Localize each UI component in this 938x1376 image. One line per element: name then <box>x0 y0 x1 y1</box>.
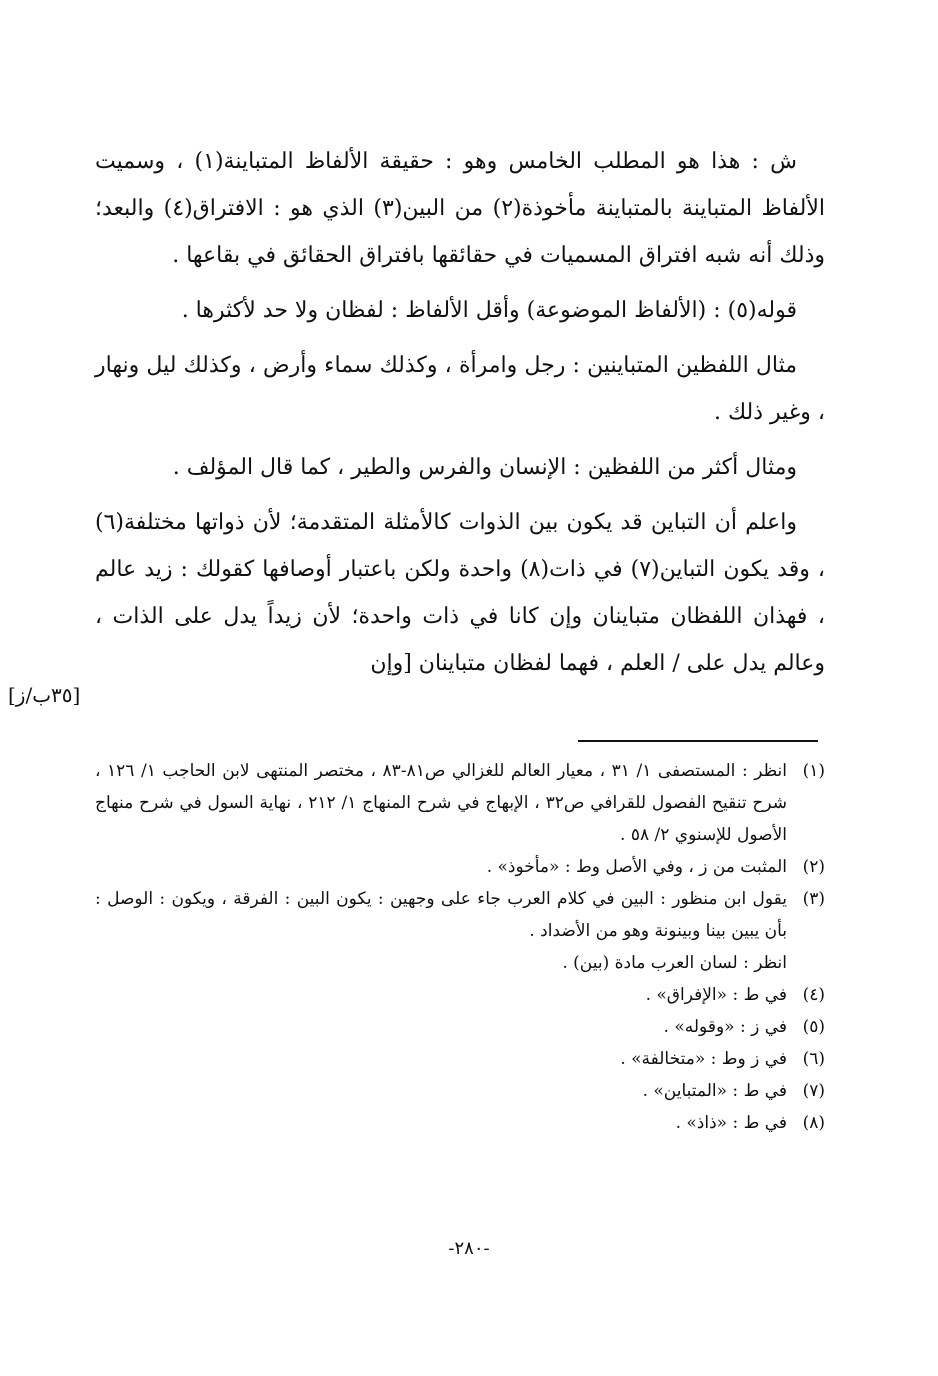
footnote <box>95 1107 825 1139</box>
paragraph-3: مثال اللفظين المتباينين : رجل وامرأة ، وكذلك سماء وأرض ، وكذلك ليل ونهار ، وغير ذلك . <box>95 353 825 425</box>
paragraph-5: واعلم أن التباين قد يكون بين الذوات كالأمثلة المتقدمة؛ لأن ذواتها مختلفة(٦) ، وقد يكون التباين(٧) في ذات(٨) واحدة ولكن باعتبار أوصافها كقولك : زيد عالم ، فهذان اللفظان متباينان وإن كانا في ذات واحدة؛ لأن زيداً يدل على الذات ، وعالم يدل على / العلم ، فهما لفظان متباينان [وإن <box>95 510 825 676</box>
footnote-number: (٤) <box>802 985 825 1005</box>
margin-note: [٣٥ب/ز] <box>8 683 81 707</box>
footnote-text: في ط : «المتباين» . <box>642 1081 787 1101</box>
footnote <box>95 755 825 851</box>
footnote-text: انظر : المستصفى ١/ ٣١ ، معيار العالم للغزالي ص٨١-٨٣ ، مختصر المنتهى لابن الحاجب ١/ ١٢٦ ، شرح تنقيح الفصول للقرافي ص٣٢ ، الإبهاج في شرح المنهاج ١/ ٢١٢ ، نهاية السول في شرح منهاج الأصول للإسنوي ٢/ ٥٨ . <box>95 761 787 845</box>
footnote-number: (٨) <box>802 1113 825 1133</box>
footnote-number: (٥) <box>802 1017 825 1037</box>
footnote <box>95 1043 825 1075</box>
footnote <box>95 883 825 947</box>
footnote <box>95 1011 825 1043</box>
footnote-text: يقول ابن منظور : البين في كلام العرب جاء على وجهين : يكون البين : الفرقة ، ويكون : الوصل : بأن يبين بينا وبينونة وهو من الأضداد . <box>95 889 787 941</box>
footnote <box>95 851 825 883</box>
main-text <box>95 138 825 695</box>
footnote-number: (٦) <box>802 1049 825 1069</box>
footnote-number: (٣) <box>802 889 825 909</box>
footnote-text: في ط : «ذاذ» . <box>675 1113 787 1133</box>
footnote-number: (٢) <box>802 857 825 877</box>
paragraph-2: قوله(٥) : (الألفاظ الموضوعة) وأقل الألفاظ : لفظان ولا حد لأكثرها . <box>181 298 797 323</box>
paragraph-4: ومثال أكثر من اللفظين : الإنسان والفرس والطير ، كما قال المؤلف . <box>172 455 797 480</box>
page-number: -٢٨٠- <box>448 1238 490 1259</box>
footnote-number <box>787 947 825 979</box>
footnote-text: في ز وط : «متخالفة» . <box>620 1049 787 1069</box>
footnote-text: انظر : لسان العرب مادة (بين) . <box>562 953 787 973</box>
paragraph-1: ش : هذا هو المطلب الخامس وهو : حقيقة الألفاظ المتباينة(١) ، وسميت الألفاظ المتباينة بالمتباينة مأخوذة(٢) من البين(٣) الذي هو : الافتراق(٤) والبعد؛ وذلك أنه شبه افتراق المسميات في حقائقها بافتراق الحقائق في بقاعها . <box>95 149 826 268</box>
footnotes <box>95 755 825 1139</box>
footnote <box>95 1075 825 1107</box>
footnote-text: المثبت من ز ، وفي الأصل وط : «مأخوذ» . <box>486 857 787 877</box>
footnote-text: في ز : «وقوله» . <box>663 1017 787 1037</box>
footnote-number: (١) <box>802 761 825 781</box>
footnote-number: (٧) <box>802 1081 825 1101</box>
footnote-divider <box>578 740 818 742</box>
footnote <box>95 947 825 979</box>
footnote-text: في ط : «الإفراق» . <box>645 985 787 1005</box>
footnote <box>95 979 825 1011</box>
